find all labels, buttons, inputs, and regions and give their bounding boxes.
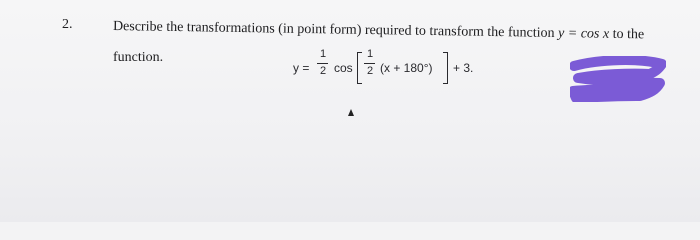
redaction-stroke <box>573 60 662 98</box>
coefficient-numerator: 1 <box>320 48 327 60</box>
base-function: y = cos x <box>557 25 610 42</box>
question-number: 2. <box>62 17 73 32</box>
vertical-shift: + 3. <box>453 61 474 75</box>
left-bracket <box>357 52 362 84</box>
inner-denominator: 2 <box>367 65 374 77</box>
equation-lhs: y = <box>293 61 310 75</box>
mouse-cursor-icon <box>348 109 354 116</box>
right-bracket <box>443 52 448 84</box>
inner-fraction-bar <box>364 63 375 64</box>
question-text-prefix: Describe the transformations (in point form) required to transform the function <box>112 19 559 41</box>
coefficient-fraction-bar <box>317 63 328 64</box>
redaction-scribble <box>570 56 666 102</box>
question-text-suffix: to the <box>609 26 645 43</box>
cos-function: cos <box>334 61 353 75</box>
inner-argument: (x + 180°) <box>380 61 433 75</box>
inner-numerator: 1 <box>367 48 374 60</box>
question-text-line-1 <box>113 19 644 43</box>
coefficient-denominator: 2 <box>320 65 327 77</box>
question-text-line-2: function. <box>113 50 164 65</box>
